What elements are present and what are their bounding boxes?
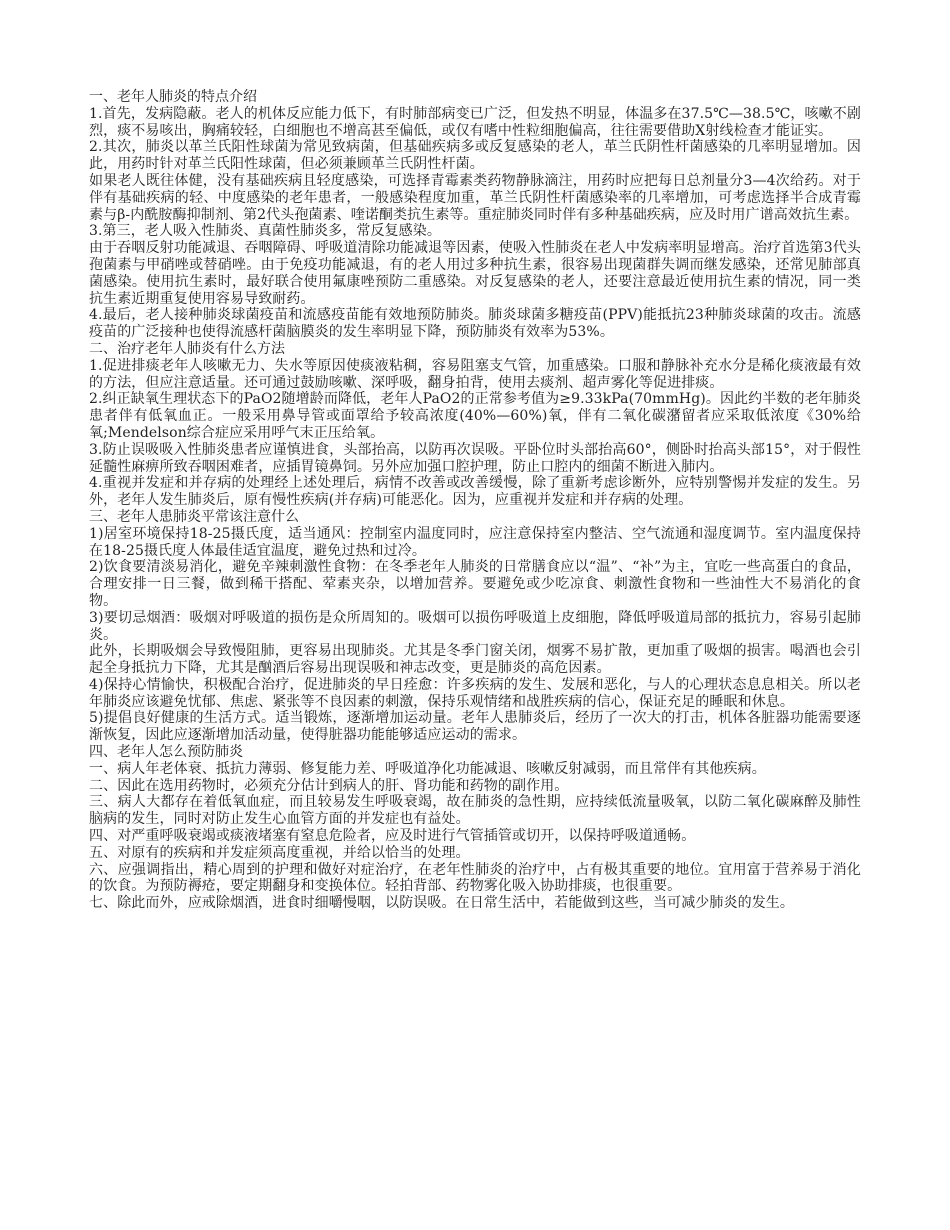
paragraph: 四、对严重呼吸衰竭或痰液堵塞有窒息危险者，应及时进行气管插管或切开，以保持呼吸道通畅。 xyxy=(89,828,696,845)
section-heading: 一、老年人肺炎的特点介绍 xyxy=(89,89,257,105)
paragraph: 五、对原有的疾病和并发症须高度重视，并给以恰当的处理。 xyxy=(89,844,470,861)
paragraph: 如果老人既往体健，没有基础疾病且轻度感染，可选择青霉素类药物静脉滴注，用药时应把每日总剂量分3—4次给药。对于伴有基础疾病的轻、中度感染的老年患者，一般感染程度加重，革兰氏阴性杆菌感染率的几率增加，可考虑选择半合成青霉素与β-内酰胺酶抑制剂、第2代头孢菌素、喹诺酮类抗生素等。重症肺炎同时伴有多种基础疾病，应及时用广谱高效抗生素。 xyxy=(89,172,861,223)
section-heading: 二、治疗老年人肺炎有什么方法 xyxy=(89,340,285,357)
document-body xyxy=(89,89,861,912)
paragraph: 七、除此而外，应戒除烟酒，进食时细嚼慢咽，以防误吸。在日常生活中，若能做到这些，当可减少肺炎的发生。 xyxy=(89,895,794,912)
paragraph: 2.纠正缺氧生理状态下的PaO2随增龄而降低，老年人PaO2的正常参考值为≥9.33kPa(70mmHg)。因此约半数的老年肺炎患者伴有低氧血正。一般采用鼻导管或面罩给予较高浓度(40%—60%)氧，伴有二氧化碳潴留者应采取低浓度《30%给氧;Mendelson综合症应采用呼气末正压给氧。 xyxy=(89,391,861,441)
paragraph: 4.最后，老人接种肺炎球菌疫苗和流感疫苗能有效地预防肺炎。肺炎球菌多糖疫苗(PPV)能抵抗23种肺炎球菌的攻击。流感疫苗的广泛接种也使得流感杆菌脑膜炎的发生率明显下降，预防肺炎有效率为53%。 xyxy=(89,307,861,341)
paragraph: 三、病人大都存在着低氧血症，而且较易发生呼吸衰竭，故在肺炎的急性期，应持续低流量吸氧，以防二氧化碳麻醉及肺性脑病的发生，同时对防止发生心血管方面的并发症也有益处。 xyxy=(89,794,861,828)
paragraph: 4)保持心情愉快，积极配合治疗，促进肺炎的早日痊愈：许多疾病的发生、发展和恶化，与人的心理状态息息相关。所以老年肺炎应该避免忧郁、焦虑、紧张等不良因素的刺激，保持乐观情绪和战胜疾病的信心，保证充足的睡眠和休息。 xyxy=(89,676,861,710)
section-heading: 三、老年人患肺炎平常该注意什么 xyxy=(89,508,299,525)
paragraph: 5)提倡良好健康的生活方式。适当锻炼，逐渐增加运动量。老年人患肺炎后，经历了一次大的打击，机体各脏器功能需要逐渐恢复，因此应逐渐增加活动量，使得脏器功能能够适应运动的需求。 xyxy=(89,710,861,744)
paragraph: 由于吞咽反射功能减退、吞咽障碍、呼吸道清除功能减退等因素，使吸入性肺炎在老人中发病率明显增高。治疗首选第3代头孢菌素与甲硝唑或替硝唑。由于免疫功能减退，有的老人用过多种抗生素，很容易出现菌群失调而继发感染，还常见肺部真菌感染。使用抗生素时，最好联合使用氟康唑预防二重感染。对反复感染的老人，还要注意最近使用抗生素的情况，同一类抗生素近期重复使用容易导致耐药。 xyxy=(89,240,861,307)
paragraph: 1.促进排痰老年人咳嗽无力、失水等原因使痰液粘稠，容易阻塞支气管，加重感染。口服和静脉补充水分是稀化痰液最有效的方法，但应注意适量。还可通过鼓励咳嗽、深呼吸，翻身拍背，使用去痰剂、超声雾化等促进排痰。 xyxy=(89,357,861,391)
paragraph: 一、病人年老体衰、抵抗力薄弱、修复能力差、呼吸道净化功能减退、咳嗽反射减弱，而且常伴有其他疾病。 xyxy=(89,760,766,777)
paragraph: 3.防止误吸吸入性肺炎患者应谨慎进食，头部抬高，以防再次误吸。平卧位时头部抬高60°，侧卧时抬高头部15°，对于假性延髓性麻痹所致吞咽困难者，应插胃镜鼻饲。另外应加强口腔护理，防止口腔内的细菌不断进入肺内。 xyxy=(89,441,861,475)
paragraph: 2.其次，肺炎以革兰氏阳性球菌为常见致病菌，但基础疾病多或反复感染的老人，革兰氏阴性杆菌感染的几率明显增加。因此，用药时针对革兰氏阳性球菌，但必须兼顾革兰氏阴性杆菌。 xyxy=(89,139,861,173)
paragraph: 3)要切忌烟酒：吸烟对呼吸道的损伤是众所周知的。吸烟可以损伤呼吸道上皮细胞，降低呼吸道局部的抵抗力，容易引起肺炎。 xyxy=(89,609,861,643)
paragraph: 二、因此在选用药物时，必须充分估计到病人的肝、肾功能和药物的副作用。 xyxy=(89,777,569,794)
paragraph: 4.重视并发症和并存病的处理经上述处理后，病情不改善或改善缓慢，除了重新考虑诊断外，应特别警惕并发症的发生。另外，老年人发生肺炎后，原有慢性疾病(并存病)可能恶化。因为，应重视并发症和并存病的处理。 xyxy=(89,475,861,509)
paragraph: 六、应强调指出，精心周到的护理和做好对症治疗，在老年性肺炎的治疗中，占有极其重要的地位。宜用富于营养易于消化的饮食。为预防褥疮，要定期翻身和变换体位。轻拍背部、药物雾化吸入协助排痰，也很重要。 xyxy=(89,861,861,895)
paragraph: 3.第三，老人吸入性肺炎、真菌性肺炎多，常反复感染。 xyxy=(89,223,441,240)
paragraph: 2)饮食要清淡易消化，避免辛辣刺激性食物：在冬季老年人肺炎的日常膳食应以“温”、“补”为主，宜吃一些高蛋白的食品，合理安排一日三餐，做到稀干搭配、荤素夹杂，以增加营养。要避免或少吃凉食、刺激性食物和一些油性大不易消化的食物。 xyxy=(89,559,861,609)
section-heading: 四、老年人怎么预防肺炎 xyxy=(89,744,243,761)
paragraph: 1.首先，发病隐蔽。老人的机体反应能力低下，有时肺部病变已广泛，但发热不明显，体温多在37.5℃—38.5℃，咳嗽不剧烈，痰不易咳出，胸痛较轻，白细胞也不增高甚至偏低，或仅有嗜中性粒细胞偏高，往往需要借助X射线检查才能证实。 xyxy=(89,105,861,139)
paragraph: 1)居室环境保持18-25摄氏度，适当通风：控制室内温度同时，应注意保持室内整洁、空气流通和湿度调节。室内温度保持在18-25摄氏度人体最佳适宜温度，避免过热和过冷。 xyxy=(89,525,861,559)
paragraph: 此外，长期吸烟会导致慢阻肺，更容易出现肺炎。尤其是冬季门窗关闭，烟雾不易扩散，更加重了吸烟的损害。喝酒也会引起全身抵抗力下降，尤其是酗酒后容易出现误吸和神志改变，更是肺炎的高危因素。 xyxy=(89,643,861,677)
